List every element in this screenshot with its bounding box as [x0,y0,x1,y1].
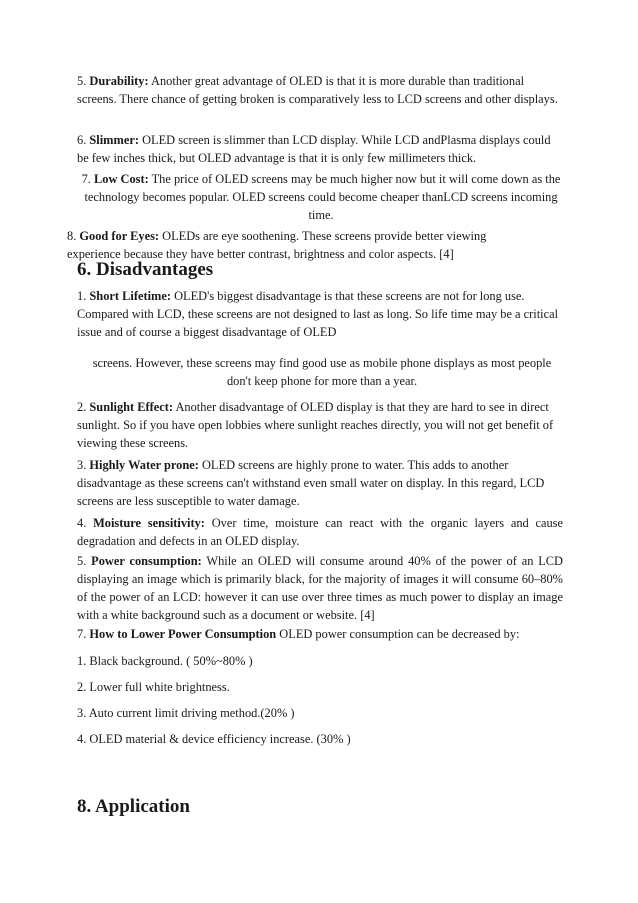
method-item: 3. Auto current limit driving method.(20% ) [77,706,295,720]
method-item: 4. OLED material & device efficiency increase. (30% ) [77,732,351,746]
method-item: 1. Black background. ( 50%~80% ) [77,654,253,668]
advantage-durability: 5. Durability: Another great advantage of OLED is that it is more durable than traditional screens. There chance of getting broken is comparatively less to LCD screens and other displays. [77,74,558,106]
disadvantage-short-lifetime: 1. Short Lifetime: OLED's biggest disadvantage is that these screens are not for long use. Compared with LCD, these screens are not designed to last as long. So life time may be a critical issue and of course a biggest disadvantage of OLED [77,289,559,339]
disadvantage-short-lifetime-continued: screens. However, these screens may find good use as mobile phone displays as most people don't keep phone for more than a year. [92,356,552,388]
lower-power-consumption-intro: 7. How to Lower Power Consumption OLED power consumption can be decreased by: [77,627,520,641]
advantage-good-for-eyes: 8. Good for Eyes: OLEDs are eye soothening. These screens provide better viewing experience because they have better contrast, brightness and color aspects. [4] [67,229,487,261]
advantage-low-cost: 7. Low Cost: The price of OLED screens may be much higher now but it will come down as the technology becomes popular. OLED screens could become cheaper thanLCD screens incoming time. [81,172,561,222]
disadvantage-moisture-sensitivity: 4. Moisture sensitivity: Over time, moisture can react with the organic layers and cause degradation and defects in an OLED display. [77,516,564,548]
disadvantage-power-consumption: 5. Power consumption: While an OLED will consume around 40% of the power of an LCD displaying an image which is primarily black, for the majority of images it will consume 60–80% of the power of an LCD: however it can use over three times as much power to display an image with a white background such as a document or website. [4] [77,554,563,622]
advantage-slimmer: 6. Slimmer: OLED screen is slimmer than LCD display. While LCD andPlasma displays could be few inches thick, but OLED advantage is that it is only few millimeters thick. [77,133,551,165]
disadvantage-sunlight-effect: 2. Sunlight Effect: Another disadvantage of OLED display is that they are hard to see in direct sunlight. So if you have open lobbies where sunlight reaches directly, you will not get benefit of viewing these screens. [77,400,554,450]
disadvantage-water-prone: 3. Highly Water prone: OLED screens are highly prone to water. This adds to another disadvantage as these screens can't withstand even small water on display. In this regard, LCD screens are less susceptible to water damage. [77,458,545,508]
application-heading: 8. Application [77,796,190,817]
method-item: 2. Lower full white brightness. [77,680,230,694]
disadvantages-heading: 6. Disadvantages [77,259,214,280]
